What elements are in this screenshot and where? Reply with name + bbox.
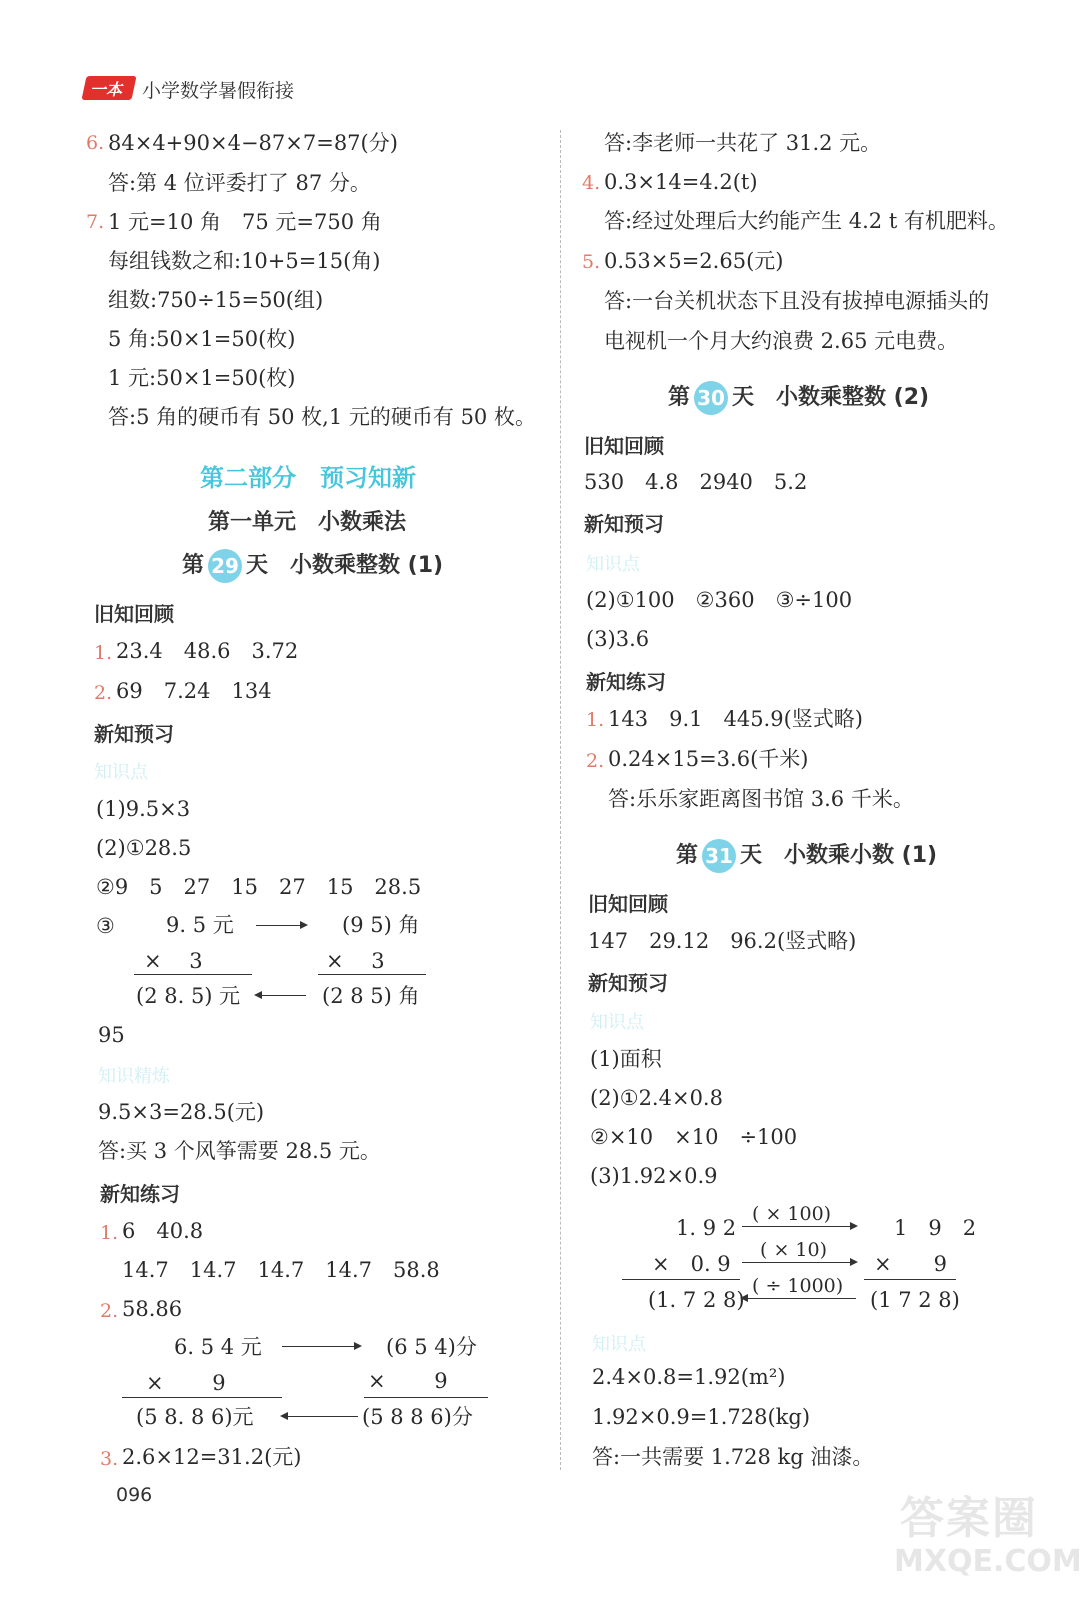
column-divider [560, 130, 561, 1470]
vcalc3-arrow1 [742, 1226, 856, 1227]
vcalc1-bottom-right: (2 8 5) 角 [322, 984, 420, 1008]
q5-answer-line2: 电视机一个月大约浪费 2.65 元电费。 [604, 329, 959, 353]
x2-number: 2. [586, 750, 605, 772]
page-number: 096 [116, 1484, 153, 1506]
day30-prefix: 第 [668, 385, 691, 410]
vcalc3-bottom-right: (1 7 2 8) [870, 1288, 960, 1312]
r2-number: 2. [94, 682, 113, 704]
preview30-p2: (3)3.6 [586, 627, 650, 651]
q7-answer: 答:5 角的硬币有 50 枚,1 元的硬币有 50 枚。 [108, 405, 536, 429]
vcalc1-rule-left [134, 974, 252, 975]
vcalc2-top-left: 6. 5 4 元 [174, 1335, 262, 1359]
vcalc3-arrow3-label: ( ÷ 1000) [752, 1275, 844, 1297]
vcalc2-arrow-right [282, 1346, 360, 1347]
day30-badge: 30 [694, 381, 728, 415]
day29-heading [182, 548, 443, 583]
header-title: 小学数学暑假衔接 [142, 80, 295, 102]
x1-number: 1. [586, 709, 605, 731]
day31-title: 天 小数乘小数 (1) [740, 843, 938, 868]
x1-answers: 143 9.1 445.9(竖式略) [608, 707, 863, 731]
vcalc2-mul-left: × 9 [146, 1371, 226, 1395]
watermark-top: 答案圈 [900, 1493, 1038, 1544]
logo-text: 一本 [90, 80, 123, 99]
vcalc2-bottom-left: (5 8. 8 6)元 [136, 1405, 254, 1429]
e2-answer: 58.86 [122, 1297, 183, 1321]
q7-line4: 5 角:50×1=50(枚) [108, 327, 296, 351]
review31-answers: 147 29.12 96.2(竖式略) [588, 929, 857, 953]
preview31-p5: 2.4×0.8=1.92(m²) [592, 1365, 786, 1389]
q7-line1: 1 元=10 角 75 元=750 角 [108, 210, 382, 234]
vcalc2-top-right: (6 5 4)分 [386, 1335, 477, 1359]
header [84, 74, 344, 104]
q7-line5: 1 元:50×1=50(枚) [108, 366, 296, 390]
practice-heading: 新知练习 [100, 1182, 180, 1206]
review-heading: 旧知回顾 [94, 602, 174, 626]
day31-prefix: 第 [676, 843, 699, 868]
e1-line1: 6 40.8 [122, 1219, 204, 1243]
preview31-p7: 答:一共需要 1.728 kg 油漆。 [592, 1445, 874, 1469]
vcalc3-rule-right [864, 1279, 956, 1280]
vcalc1-mul-left: × 3 [144, 949, 203, 973]
r1-number: 1. [94, 642, 113, 664]
preview-p2: (2)①28.5 [96, 836, 192, 860]
vcalc1-mul-right: × 3 [326, 949, 385, 973]
preview31-p1: (1)面积 [590, 1047, 662, 1071]
e3-equation: 2.6×12=31.2(元) [122, 1445, 302, 1469]
vcalc2-bottom-right: (5 8 8 6)分 [362, 1405, 473, 1429]
preview-p3: ②9 5 27 15 27 15 28.5 [96, 875, 422, 899]
vcalc3-mid-right: × 9 [874, 1252, 947, 1276]
review30-answers: 530 4.8 2940 5.2 [584, 470, 808, 494]
preview-p1: (1)9.5×3 [96, 797, 191, 821]
vcalc2-rule-left [122, 1397, 282, 1398]
vcalc2-rule-right [364, 1397, 488, 1398]
e3-number: 3. [100, 1448, 119, 1470]
faint-label: 知识精炼 [98, 1066, 170, 1087]
q6-number: 6. [86, 132, 105, 154]
day29-badge: 29 [208, 549, 242, 583]
q5-number: 5. [582, 251, 601, 273]
vcalc1-rule-right [318, 974, 426, 975]
preview-heading: 新知预习 [94, 722, 174, 746]
x2-equation: 0.24×15=3.6(千米) [608, 747, 809, 771]
vcalc3-rule-left [622, 1279, 740, 1280]
preview-p5: 95 [98, 1023, 125, 1047]
faint-label: 知识点 [94, 762, 148, 783]
vcalc3-mid-left: × 0. 9 [652, 1252, 731, 1276]
preview31-p4: (3)1.92×0.9 [590, 1164, 718, 1188]
q6-equation: 84×4+90×4−87×7=87(分) [108, 131, 398, 155]
watermark-bottom: MXQE.COM [894, 1544, 1082, 1579]
day29-prefix: 第 [182, 553, 205, 578]
review-heading: 旧知回顾 [588, 892, 668, 916]
faint-label: 知识点 [592, 1334, 646, 1355]
q7-line2: 每组钱数之和:10+5=15(角) [108, 249, 381, 273]
day30-title: 天 小数乘整数 (2) [732, 385, 930, 410]
vcalc3-bottom-left: (1. 7 2 8) [648, 1288, 745, 1312]
part-title: 第二部分 预习知新 [200, 464, 416, 492]
day29-title: 天 小数乘整数 (1) [246, 553, 444, 578]
vcalc3-arrow2 [742, 1262, 856, 1263]
q7-line3: 组数:750÷15=50(组) [108, 288, 324, 312]
q5-equation: 0.53×5=2.65(元) [604, 249, 784, 273]
q5-answer-line1: 答:一台关机状态下且没有拔掉电源插头的 [604, 289, 990, 313]
vcalc3-top-left: 1. 9 2 [676, 1216, 737, 1240]
q4-answer: 答:经过处理后大约能产生 4.2 t 有机肥料。 [604, 209, 1009, 233]
faint-label: 知识点 [590, 1012, 644, 1033]
vcalc3-arrow2-label: ( × 10) [760, 1239, 828, 1261]
preview31-p6: 1.92×0.9=1.728(kg) [592, 1405, 811, 1429]
r1-answers: 23.4 48.6 3.72 [116, 639, 299, 663]
vcalc1-arrow-left [256, 995, 306, 996]
vcalc1-arrow-right [256, 925, 306, 926]
preview-heading: 新知预习 [588, 971, 668, 995]
q4-equation: 0.3×14=4.2(t) [604, 170, 758, 194]
day31-badge: 31 [702, 839, 736, 873]
practice-heading: 新知练习 [586, 670, 666, 694]
watermark [894, 1482, 1082, 1590]
preview-p6: 9.5×3=28.5(元) [98, 1100, 265, 1124]
vcalc1-top-right: (9 5) 角 [342, 913, 420, 937]
vcalc3-top-right: 1 9 2 [894, 1216, 977, 1240]
vcalc2-arrow-left [282, 1416, 358, 1417]
q7-number: 7. [86, 211, 105, 233]
preview-p4: ③ [96, 914, 115, 938]
e2-number: 2. [100, 1300, 119, 1322]
q4-number: 4. [582, 172, 601, 194]
x2-answer: 答:乐乐家距离图书馆 3.6 千米。 [608, 787, 914, 811]
review-heading: 旧知回顾 [584, 434, 664, 458]
faint-label: 知识点 [586, 554, 640, 575]
preview31-p2: (2)①2.4×0.8 [590, 1086, 723, 1110]
e1-number: 1. [100, 1222, 119, 1244]
vcalc1-top-left: 9. 5 元 [166, 913, 234, 937]
vcalc3-arrow3 [742, 1298, 856, 1299]
vcalc2-mul-right: × 9 [368, 1369, 448, 1393]
q6-answer: 答:第 4 位评委打了 87 分。 [108, 171, 371, 195]
preview30-p1: (2)①100 ②360 ③÷100 [586, 588, 853, 612]
unit-title: 第一单元 小数乘法 [208, 510, 407, 535]
r-answer-q3: 答:李老师一共花了 31.2 元。 [604, 131, 882, 155]
preview31-p3: ②×10 ×10 ÷100 [590, 1125, 798, 1149]
preview-p7: 答:买 3 个风筝需要 28.5 元。 [98, 1139, 381, 1163]
day30-heading [668, 380, 929, 415]
vcalc3-arrow1-label: ( × 100) [752, 1203, 832, 1225]
r2-answers: 69 7.24 134 [116, 679, 272, 703]
e1-line2: 14.7 14.7 14.7 14.7 58.8 [122, 1258, 440, 1282]
preview-heading: 新知预习 [584, 512, 664, 536]
day31-heading [676, 838, 937, 873]
vcalc1-bottom-left: (2 8. 5) 元 [136, 984, 241, 1008]
